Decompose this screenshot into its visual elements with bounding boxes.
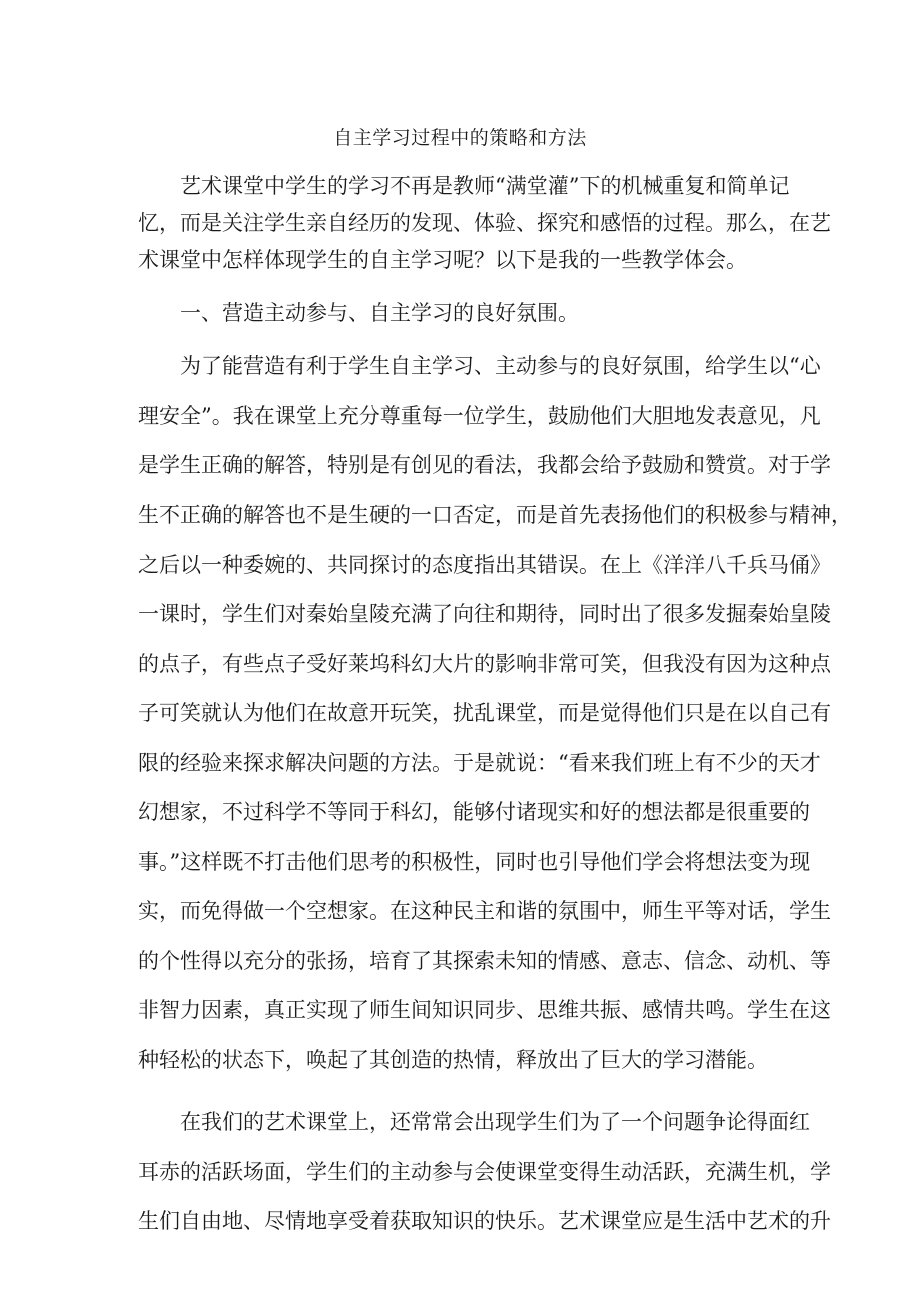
document-title: 自主学习过程中的策略和方法 — [333, 127, 587, 149]
paragraph-line: 生们自由地、尽情地享受着获取知识的快乐。艺术课堂应是生活中艺术的升 — [138, 1209, 831, 1233]
paragraph-line: 一课时，学生们对秦始皇陵充满了向往和期待，同时出了很多发掘秦始皇陵 — [138, 602, 831, 626]
paragraph-line: 理安全”。我在课堂上充分尊重每一位学生，鼓励他们大胆地发表意见，凡 — [138, 404, 821, 428]
paragraph-line: 艺术课堂中学生的学习不再是教师“满堂灌”下的机械重复和简单记 — [180, 174, 790, 198]
paragraph-line: 限的经验来探求解决问题的方法。于是就说：“看来我们班上有不少的天才 — [138, 751, 821, 775]
paragraph-line: 之后以一种委婉的、共同探讨的态度指出其错误。在上《洋洋八千兵马俑》 — [138, 553, 831, 577]
paragraph-line: 生不正确的解答也不是生硬的一口否定，而是首先表扬他们的积极参与精神， — [138, 503, 852, 527]
paragraph-line: 耳赤的活跃场面，学生们的主动参与会使课堂变得生动活跃，充满生机，学 — [138, 1160, 831, 1184]
paragraph-line: 的点子，有些点子受好莱坞科幻大片的影响非常可笑，但我没有因为这种点 — [138, 652, 831, 676]
paragraph-line: 术课堂中怎样体现学生的自主学习呢？以下是我的一些教学体会。 — [138, 248, 747, 272]
paragraph-line: 实，而免得做一个空想家。在这种民主和谐的氛围中，师生平等对话，学生 — [138, 899, 831, 923]
paragraph-line: 的个性得以充分的张扬，培育了其探索未知的情感、意志、信念、动机、等 — [138, 949, 831, 973]
paragraph-line: 子可笑就认为他们在故意开玩笑，扰乱课堂，而是觉得他们只是在以自己有 — [138, 701, 831, 725]
paragraph-line: 非智力因素，真正实现了师生间知识同步、思维共振、感情共鸣。学生在这 — [138, 998, 831, 1022]
paragraph-line: 是学生正确的解答，特别是有创见的看法，我都会给予鼓励和赞赏。对于学 — [138, 453, 831, 477]
section-heading: 一、营造主动参与、自主学习的良好氛围。 — [180, 301, 579, 325]
paragraph-line: 种轻松的状态下，唤起了其创造的热情，释放出了巨大的学习潜能。 — [138, 1048, 768, 1072]
paragraph-line: 幻想家，不过科学不等同于科幻，能够付诸现实和好的想法都是很重要的 — [138, 800, 810, 824]
paragraph-line: 在我们的艺术课堂上，还常常会出现学生们为了一个问题争论得面红 — [180, 1110, 810, 1134]
paragraph-line: 忆，而是关注学生亲自经历的发现、体验、探究和感悟的过程。那么，在艺 — [138, 211, 831, 235]
paragraph-line: 事。”这样既不打击他们思考的积极性，同时也引导他们学会将想法变为现 — [138, 850, 811, 874]
paragraph-line: 为了能营造有利于学生自主学习、主动参与的良好氛围，给学生以“心 — [180, 354, 821, 378]
